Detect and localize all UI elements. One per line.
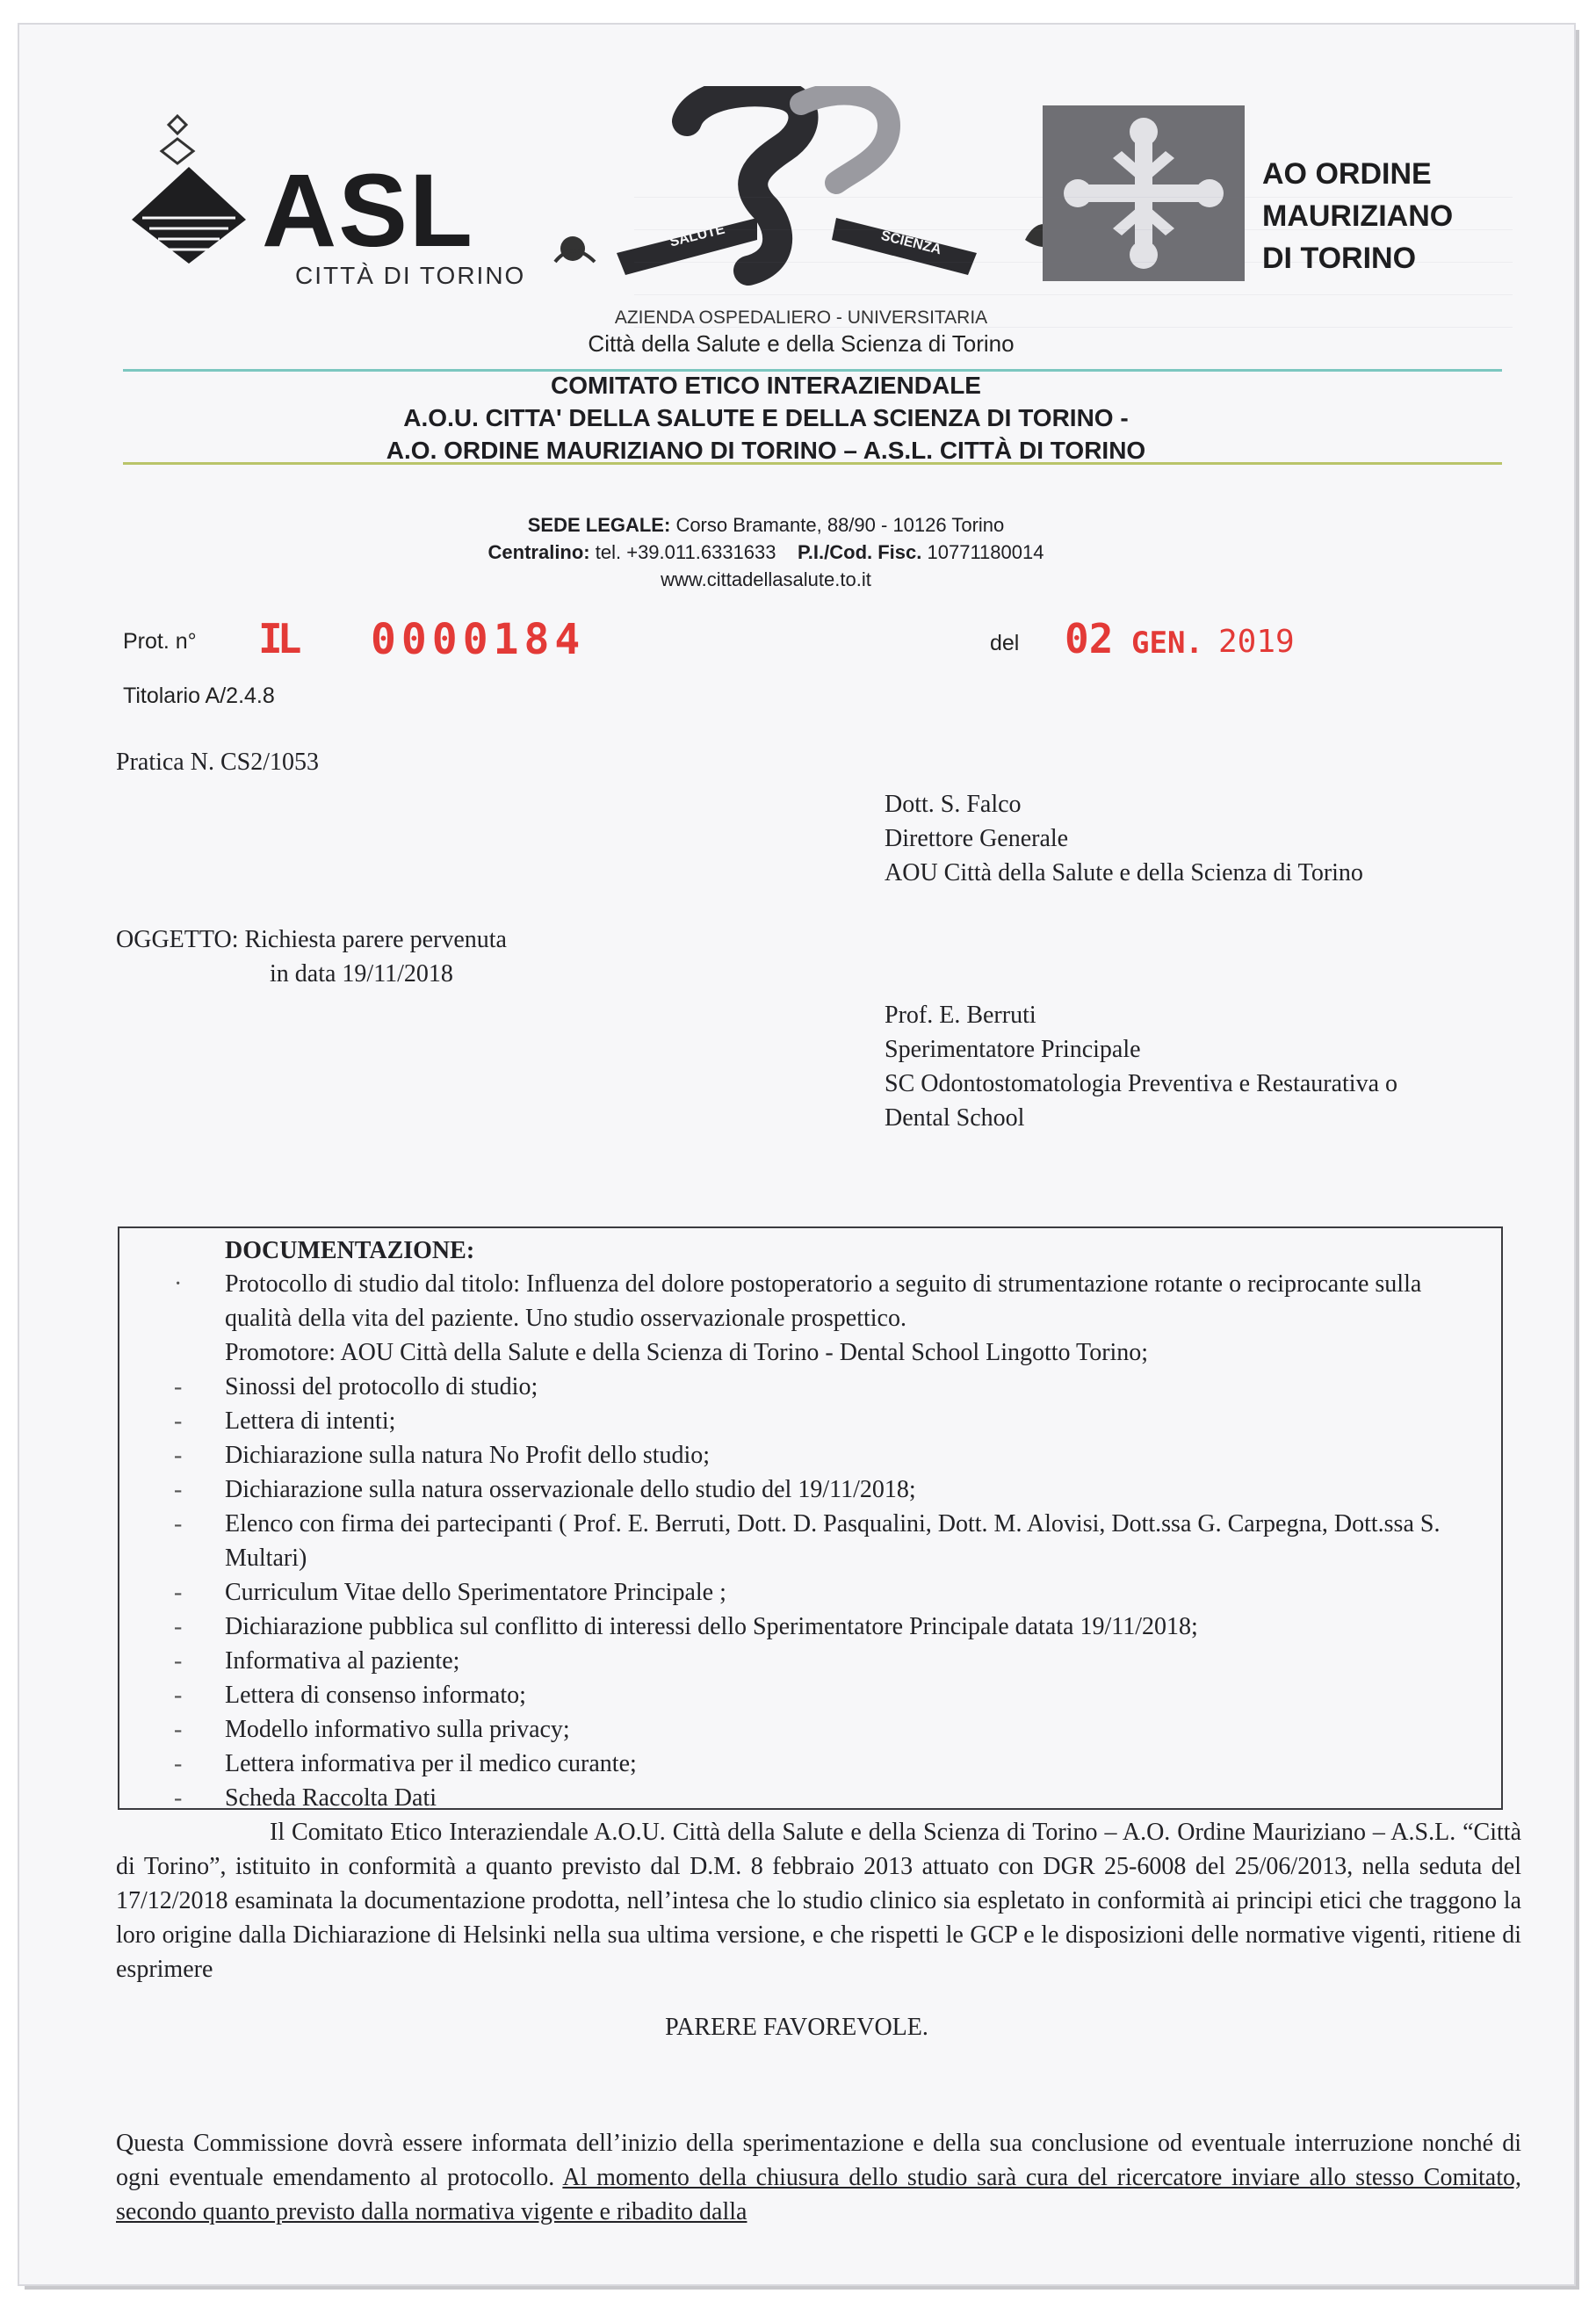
bullet-dash: -: [174, 1579, 183, 1606]
sede-address: Corso Bramante, 88/90 - 10126 Torino: [675, 514, 1005, 536]
doc-item-text: Modello informativo sulla privacy;: [225, 1716, 570, 1743]
doc-item: [174, 1438, 1490, 1472]
document-page: [19, 25, 1574, 2284]
oggetto-line1: Richiesta parere pervenuta: [244, 926, 507, 953]
asl-logo: [123, 105, 545, 289]
bullet-dot: ·: [174, 1270, 183, 1298]
asl-wordmark: ASL: [262, 153, 474, 269]
doc-item: [174, 1678, 1490, 1712]
bullet-dash: -: [174, 1613, 183, 1640]
doc-item-text: Protocollo di studio dal titolo: Influenza del dolore postoperatorio a seguito di strumentazione rotante o reciprocante sulla qualità della vita del paziente. Uno studio osservazionale prospettico.: [225, 1270, 1422, 1332]
piva-value: 10771180014: [927, 541, 1044, 563]
bullet-dash: -: [174, 1750, 183, 1777]
bullet-dash: -: [174, 1784, 183, 1812]
recipient-falco: [885, 787, 1363, 890]
documentazione-list: [174, 1267, 1490, 1815]
doc-item-text: Elenco con firma dei partecipanti ( Prof. E. Berruti, Dott. D. Pasqualini, Dott. M. Alovisi, Dott.ssa G. Carpegna, Dott.ssa S. Multari): [225, 1510, 1441, 1572]
doc-item-text: Lettera informativa per il medico curante;: [225, 1750, 637, 1777]
del-label: del: [990, 631, 1020, 655]
doc-item-text: Lettera di consenso informato;: [225, 1682, 526, 1709]
doc-item-text: Lettera di intenti;: [225, 1407, 396, 1435]
bullet-dash: -: [174, 1510, 183, 1537]
sede-website: www.cittadellasalute.to.it: [661, 568, 871, 590]
piva-label: P.I./Cod. Fisc.: [797, 541, 922, 563]
aou-line1: AZIENDA OSPEDALIERO - UNIVERSITARIA: [614, 307, 988, 328]
doc-item: [225, 1335, 1490, 1370]
date-day-stamp: 02: [1065, 615, 1114, 662]
bullet-dash: -: [174, 1682, 183, 1709]
aou-ribbon-right-label: SCIENZA: [879, 228, 943, 258]
doc-item: [174, 1747, 1490, 1781]
verdict: PARERE FAVOREVOLE.: [665, 2014, 928, 2041]
doc-item-text: Promotore: AOU Città della Salute e della Scienza di Torino - Dental School Lingotto Torino;: [225, 1339, 1149, 1366]
recipient-berruti-name: Prof. E. Berruti: [885, 1002, 1036, 1029]
doc-item-text: Dichiarazione sulla natura No Profit dello studio;: [225, 1442, 711, 1469]
prot-letter-stamp: IL: [258, 615, 297, 662]
bullet-dash: -: [174, 1716, 183, 1743]
doc-item-text: Dichiarazione sulla natura osservazionale dello studio del 19/11/2018;: [225, 1476, 916, 1503]
asl-subtitle: CITTÀ DI TORINO: [295, 262, 526, 289]
prot-label: Prot. n°: [123, 629, 197, 654]
bullet-dash: -: [174, 1373, 183, 1400]
documentazione-title: DOCUMENTAZIONE:: [225, 1237, 475, 1264]
bullet-dash: -: [174, 1407, 183, 1435]
mauriziano-line1: AO ORDINE: [1262, 157, 1432, 191]
doc-item: [174, 1507, 1490, 1575]
bullet-dash: -: [174, 1647, 183, 1675]
approval-paragraph: Il Comitato Etico Interaziendale A.O.U. Città della Salute e della Scienza di Torino – A.O. Ordine Mauriziano – A.S.L. “Città di Torino”, istituito in conformità a quanto previsto dal D.M. 8 febbraio 2013 attuato con DGR 25-6008 del 25/06/2013, nella seduta del 17/12/2018 esaminata la documentazione prodotta, nell’intesa che lo studio clinico sia espletato in conformità ai principi etici che traggono la loro origine dalla Dichiarazione di Helsinki nella sua ultima versione, e che rispetti le GCP e le disposizioni delle normative vigenti, ritiene di esprimere: [116, 1819, 1521, 1983]
doc-item-text: Curriculum Vitae dello Sperimentatore Principale ;: [225, 1579, 726, 1606]
aou-line2: Città della Salute e della Scienza di Torino: [588, 330, 1015, 357]
doc-item: [174, 1404, 1490, 1438]
asl-emblem-icon: [123, 105, 255, 281]
closing-paragraph: [116, 2126, 1521, 2229]
date-month-stamp: GEN.: [1131, 626, 1203, 661]
bleed-through-decoration: [634, 165, 1513, 552]
centralino-value: tel. +39.011.6331633: [595, 541, 776, 563]
doc-item: [174, 1370, 1490, 1404]
documentazione-box: [118, 1226, 1503, 1810]
sede-label: SEDE LEGALE:: [527, 514, 671, 536]
committee-line3: A.O. ORDINE MAURIZIANO DI TORINO – A.S.L. CITTÀ DI TORINO: [386, 437, 1146, 464]
doc-item-text: Dichiarazione pubblica sul conflitto di interessi dello Sperimentatore Principale datata 19/11/2018;: [225, 1613, 1198, 1640]
centralino-label: Centralino:: [487, 541, 590, 563]
aou-ribbon-left-label: SALUTE: [668, 221, 726, 250]
recipient-falco-role: Direttore Generale: [885, 825, 1069, 852]
doc-item: [174, 1575, 1490, 1610]
mauriziano-line2: MAURIZIANO: [1262, 199, 1454, 233]
recipient-berruti: [885, 998, 1397, 1135]
prot-number-stamp: 0000184: [371, 615, 586, 664]
committee-line1: COMITATO ETICO INTERAZIENDALE: [551, 372, 981, 399]
recipient-berruti-org: SC Odontostomatologia Preventiva e Restaurativa o: [885, 1070, 1398, 1097]
recipient-falco-name: Dott. S. Falco: [885, 791, 1022, 818]
closing-text-underlined: Al momento della chiusura dello studio sarà cura del ricercatore inviare allo stesso Comitato, secondo quanto previsto dalla normativa vigente e ribadito dalla: [116, 2164, 1521, 2225]
oggetto-label: OGGETTO:: [116, 926, 239, 953]
oggetto: [116, 922, 507, 991]
bullet-dash: -: [174, 1476, 183, 1503]
doc-item: [174, 1644, 1490, 1678]
date-year-stamp: 2019: [1218, 624, 1295, 660]
recipient-berruti-org2: Dental School: [885, 1104, 1025, 1132]
doc-item: [174, 1472, 1490, 1507]
doc-item: [174, 1610, 1490, 1644]
doc-item: [174, 1781, 1490, 1815]
doc-item: [174, 1712, 1490, 1747]
titolario: Titolario A/2.4.8: [123, 684, 275, 708]
pratica-number: Pratica N. CS2/1053: [116, 749, 319, 776]
mauriziano-line3: DI TORINO: [1262, 242, 1417, 275]
committee-line2: A.O.U. CITTA' DELLA SALUTE E DELLA SCIENZA DI TORINO -: [403, 404, 1129, 431]
recipient-berruti-role: Sperimentatore Principale: [885, 1036, 1141, 1063]
closing-text: Questa Commissione dovrà essere informata dell’inizio della sperimentazione e della sua conclusione od eventuale interruzione nonché di ogni eventuale emendamento al protocollo.: [116, 2130, 1521, 2191]
doc-item: [174, 1267, 1490, 1335]
doc-item-text: Sinossi del protocollo di studio;: [225, 1373, 538, 1400]
recipient-falco-org: AOU Città della Salute e della Scienza di Torino: [885, 859, 1363, 886]
bullet-dash: -: [174, 1442, 183, 1469]
oggetto-line2: in data 19/11/2018: [270, 960, 453, 988]
doc-item-text: Informativa al paziente;: [225, 1647, 460, 1675]
doc-item-text: Scheda Raccolta Dati: [225, 1784, 437, 1812]
